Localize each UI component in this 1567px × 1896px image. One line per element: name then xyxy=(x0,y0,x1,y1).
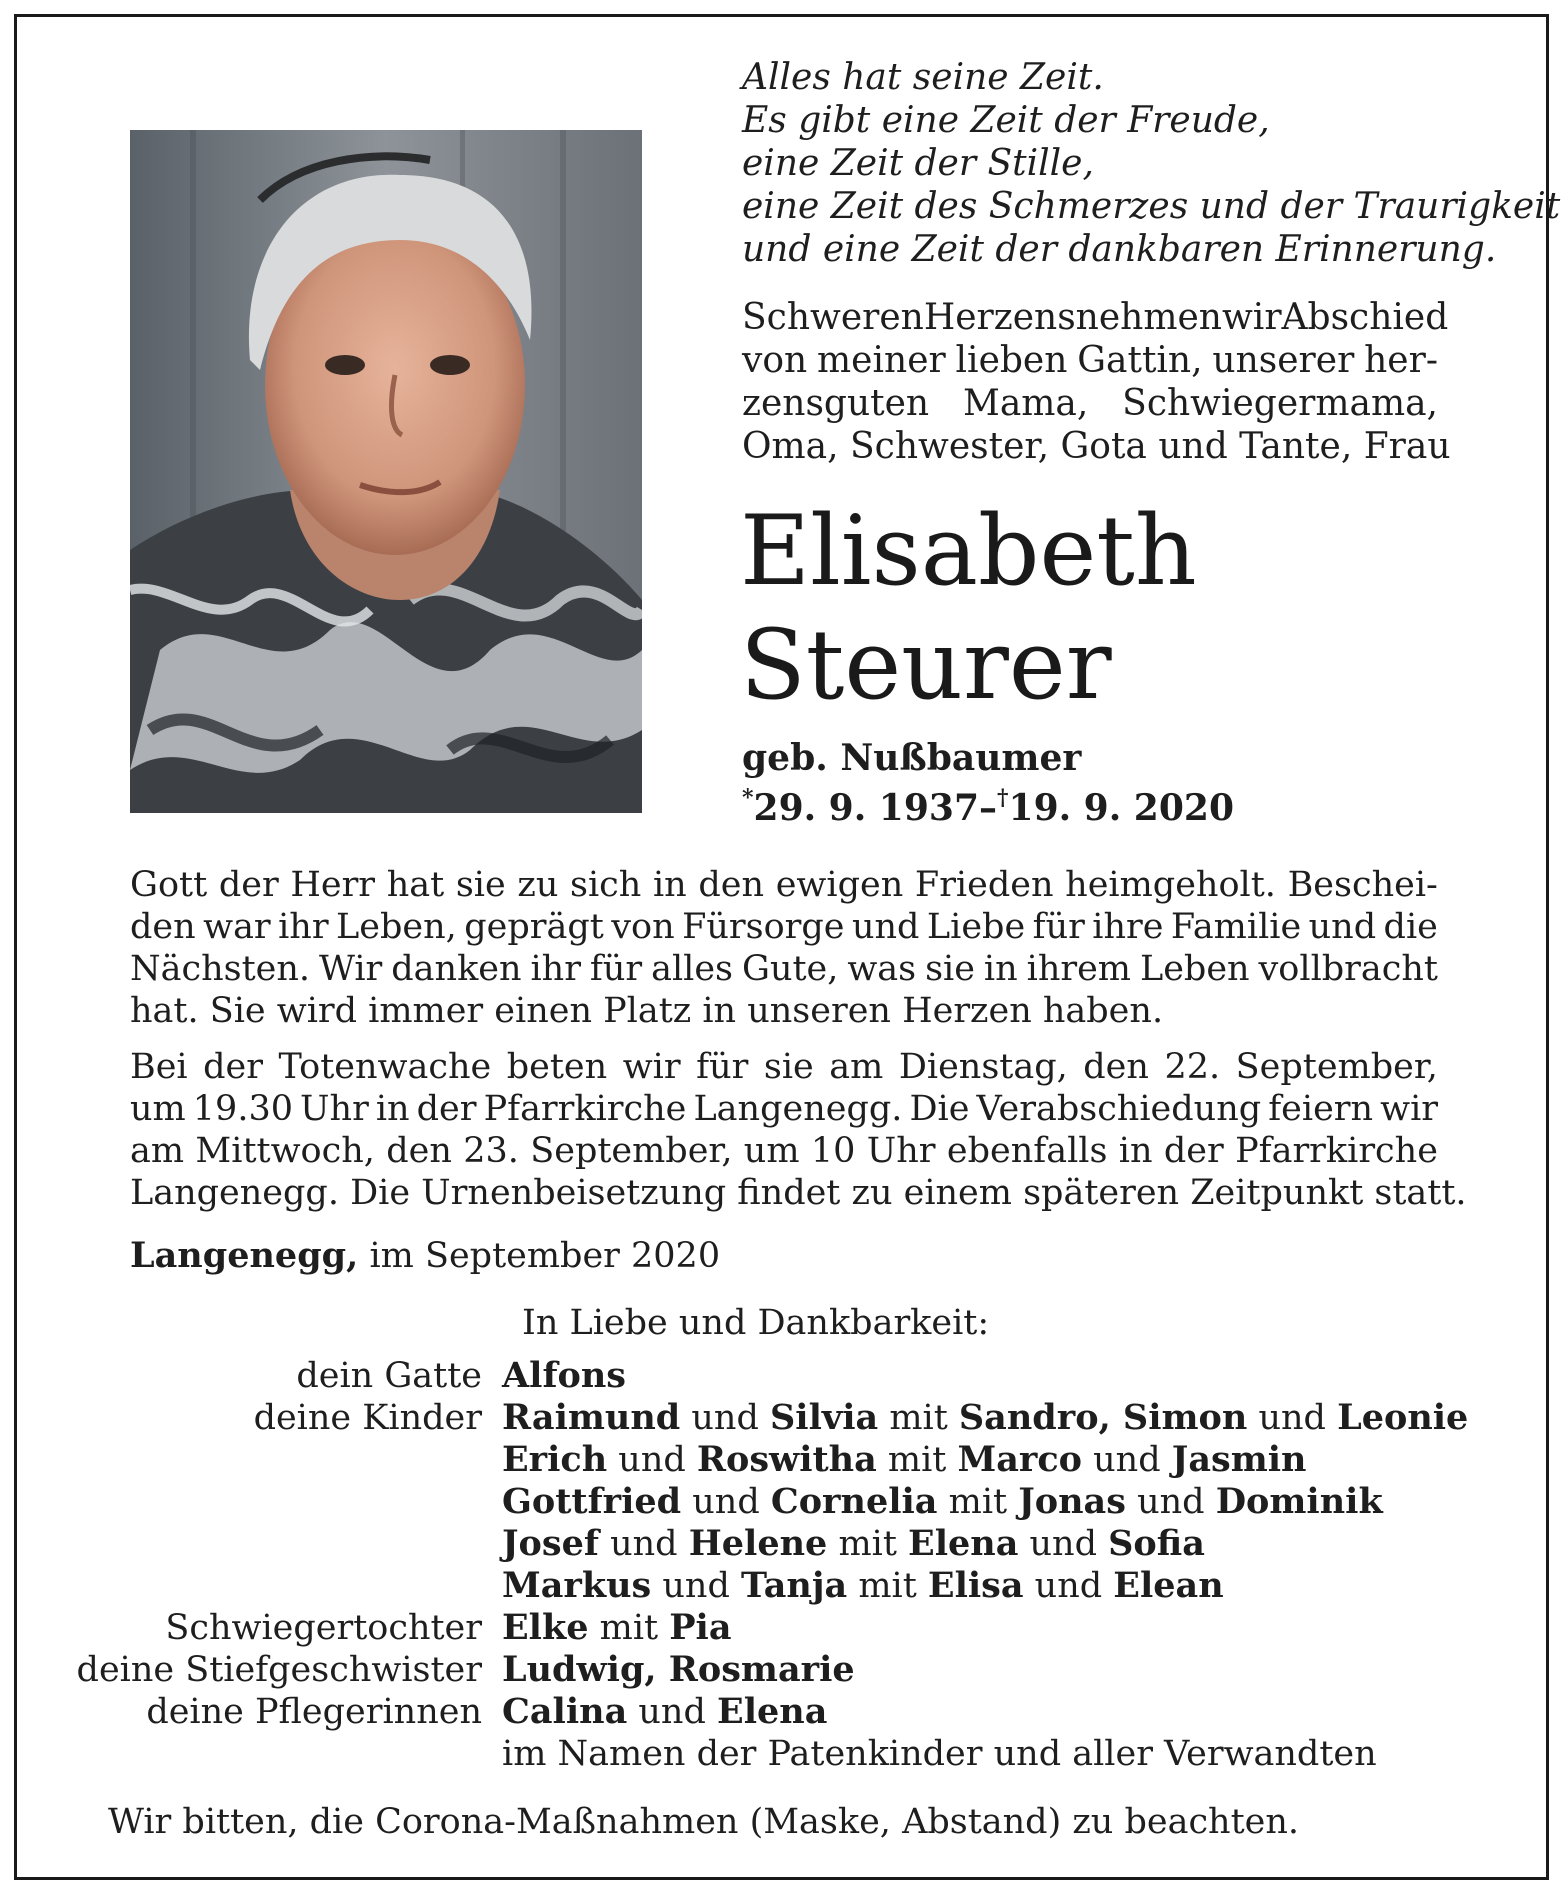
paragraph-word: für xyxy=(696,1047,749,1087)
poem-line: eine Zeit der Stille, xyxy=(742,143,1094,184)
paragraph-word: und xyxy=(1308,907,1377,947)
paragraph-word: zu xyxy=(517,865,559,905)
relative-name: Josef xyxy=(502,1523,599,1564)
paragraph-line xyxy=(130,1088,1438,1130)
birth-symbol: * xyxy=(742,785,754,811)
paragraph-word: in xyxy=(983,949,1018,989)
place-and-date xyxy=(130,1235,720,1277)
service-paragraph xyxy=(130,1046,1467,1214)
relative-name: Pia xyxy=(669,1607,732,1648)
paragraph-word: für xyxy=(589,949,643,989)
relative-name: Sandro, Simon xyxy=(958,1397,1248,1438)
portrait-image xyxy=(130,130,642,813)
connector-text: mit xyxy=(827,1524,909,1564)
paragraph-line xyxy=(130,1130,1438,1172)
deceased-name xyxy=(740,494,1197,722)
family-row xyxy=(60,1649,1468,1691)
family-row xyxy=(60,1439,1468,1481)
paragraph-word: was xyxy=(847,949,917,989)
thanks-heading: In Liebe und Dankbarkeit: xyxy=(522,1303,990,1343)
connector-text: mit xyxy=(878,1398,959,1438)
birth-name: geb. Nußbaumer xyxy=(742,737,1082,779)
paragraph-word: in xyxy=(652,865,687,905)
paragraph-word: beten xyxy=(506,1047,608,1087)
paragraph-word: Fürsorge xyxy=(682,907,845,947)
paragraph-word: Mittwoch, xyxy=(195,1131,375,1171)
paragraph-line xyxy=(130,948,1438,990)
paragraph-word: Dienstag, xyxy=(898,1047,1068,1087)
intro-line: Oma, Schwester, Gota und Tante, Frau xyxy=(742,426,1451,467)
paragraph-word: für xyxy=(1032,907,1085,947)
relation-label: Schwiegertochter xyxy=(165,1608,482,1648)
family-row xyxy=(60,1355,1468,1397)
birth-date: 29. 9. 1937 xyxy=(753,787,979,829)
paragraph-word: Liebe xyxy=(926,907,1026,947)
paragraph-word: ihre xyxy=(1092,907,1164,947)
paragraph-word: Langenegg. xyxy=(693,1089,903,1129)
intro-word: nehmen xyxy=(1075,297,1222,338)
life-dates xyxy=(742,779,1234,829)
relation-label: deine Kinder xyxy=(253,1398,482,1438)
relation-label: deine Pflegerinnen xyxy=(146,1692,482,1732)
paragraph-word: feiern xyxy=(1268,1089,1374,1129)
connector-text: und xyxy=(680,1398,771,1438)
relative-name: Calina xyxy=(502,1691,628,1732)
paragraph-word: 19.30 xyxy=(192,1089,293,1129)
relative-names xyxy=(502,1397,1468,1439)
intro-word: lieben xyxy=(955,340,1068,381)
relation-label xyxy=(60,1523,502,1565)
paragraph-word: ebenfalls xyxy=(946,1131,1108,1171)
connector-text: und xyxy=(1082,1440,1172,1480)
paragraph-line xyxy=(130,906,1438,948)
connector-text: und xyxy=(1023,1566,1114,1606)
paragraph-word: der xyxy=(1163,1131,1224,1171)
death-date: 19. 9. 2020 xyxy=(1008,787,1234,829)
intro-word: Schwiegermama, xyxy=(1122,383,1438,424)
paragraph-word: Wir xyxy=(319,949,383,989)
paragraph-word: Gott xyxy=(130,865,208,905)
paragraph-word: alles xyxy=(651,949,734,989)
paragraph-word: um xyxy=(743,1131,800,1171)
paragraph-word: den xyxy=(130,907,196,947)
relation-label: deine Stiefgeschwister xyxy=(76,1650,482,1690)
connector-text: mit xyxy=(937,1482,1019,1522)
relative-name: Elena xyxy=(717,1691,828,1732)
paragraph-word: geprägt xyxy=(464,907,604,947)
relative-name: Dominik xyxy=(1215,1481,1383,1522)
connector-text: und xyxy=(598,1524,689,1564)
date-separator: – xyxy=(979,787,997,829)
relative-names xyxy=(502,1523,1205,1565)
connector-text: und xyxy=(1125,1482,1216,1522)
relative-name: Silvia xyxy=(770,1397,879,1438)
paragraph-word: den xyxy=(386,1131,452,1171)
paragraph-word: den xyxy=(1083,1047,1149,1087)
relative-names xyxy=(502,1691,827,1733)
paragraph-word: vollbracht xyxy=(1258,949,1438,989)
intro-word: zensguten xyxy=(742,383,930,424)
paragraph-word: Die xyxy=(909,1089,970,1129)
paragraph-word: der xyxy=(416,1089,477,1129)
relation-label xyxy=(60,1439,502,1481)
paragraph-word: Bei xyxy=(130,1047,188,1087)
paragraph-word: Verabschiedung xyxy=(976,1089,1262,1129)
relative-name: Elean xyxy=(1113,1565,1224,1606)
paragraph-word: um xyxy=(130,1089,186,1129)
family-list xyxy=(60,1355,1468,1775)
paragraph-word: September, xyxy=(530,1131,733,1171)
paragraph-word: 22. xyxy=(1164,1047,1221,1087)
paragraph-word: in xyxy=(1118,1131,1153,1171)
paragraph-word: Pfarrkirche xyxy=(483,1089,687,1129)
obituary-paragraph xyxy=(130,864,1438,1032)
relative-name: Erich xyxy=(502,1439,608,1480)
paragraph-word: Uhr xyxy=(866,1131,936,1171)
intro-word: Mama, xyxy=(962,383,1089,424)
connector-text: und xyxy=(651,1566,742,1606)
intro-word: Gattin, xyxy=(1077,340,1203,381)
paragraph-word: sie xyxy=(455,865,506,905)
connector-text: mit xyxy=(847,1566,928,1606)
paragraph-word: den xyxy=(698,865,765,905)
place-date: im September 2020 xyxy=(369,1236,721,1276)
family-row xyxy=(60,1607,1468,1649)
family-row xyxy=(60,1481,1468,1523)
relative-names xyxy=(502,1481,1383,1523)
paragraph-word: am xyxy=(130,1131,185,1171)
intro-word: von xyxy=(742,340,808,381)
poem-line: Alles hat seine Zeit. xyxy=(742,57,1104,98)
relation-label: dein Gatte xyxy=(296,1356,482,1396)
poem-line: Es gibt eine Zeit der Freude, xyxy=(742,100,1270,141)
relative-name: Leonie xyxy=(1337,1397,1469,1438)
paragraph-word: hat xyxy=(386,865,445,905)
family-row xyxy=(60,1565,1468,1607)
paragraph-line: Langenegg. Die Urnenbeisetzung findet zu einem späteren Zeitpunkt statt. xyxy=(130,1173,1467,1213)
paragraph-word: Leben xyxy=(1139,949,1250,989)
relative-name: Tanja xyxy=(741,1565,848,1606)
relation-label xyxy=(60,1565,502,1607)
paragraph-word: Totenwache xyxy=(278,1047,492,1087)
relative-name: Cornelia xyxy=(770,1481,938,1522)
relative-name: Elke xyxy=(502,1607,589,1648)
paragraph-word: danken xyxy=(391,949,522,989)
intro-word: Herzens xyxy=(923,297,1076,338)
paragraph-word: sich xyxy=(570,865,642,905)
paragraph-word: Beschei- xyxy=(1287,865,1438,905)
paragraph-word: der xyxy=(203,1047,264,1087)
relative-names xyxy=(502,1733,1377,1775)
paragraph-word: ihr xyxy=(530,949,581,989)
family-row xyxy=(60,1523,1468,1565)
paragraph-word: war xyxy=(203,907,271,947)
relative-name: Alfons xyxy=(502,1355,627,1396)
connector-text: mit xyxy=(876,1440,958,1480)
poem-line: und eine Zeit der dankbaren Erinnerung. xyxy=(742,229,1497,270)
paragraph-word: ihrem xyxy=(1026,949,1131,989)
paragraph-word: Frieden xyxy=(914,865,1054,905)
farewell-intro xyxy=(742,296,1451,468)
connector-text: und xyxy=(1247,1398,1338,1438)
paragraph-word: Leben, xyxy=(336,907,457,947)
paragraph-word: 10 xyxy=(810,1131,856,1171)
paragraph-word: Gute, xyxy=(741,949,839,989)
family-row xyxy=(60,1691,1468,1733)
paragraph-word: Pfarrkirche xyxy=(1235,1131,1438,1171)
intro-line xyxy=(742,382,1438,425)
relative-name: Roswitha xyxy=(696,1439,877,1480)
relative-name: Markus xyxy=(502,1565,652,1606)
relative-names xyxy=(502,1355,626,1397)
relative-name: Marco xyxy=(957,1439,1083,1480)
covid-note: Wir bitten, die Corona-Maßnahmen (Maske, Abstand) zu beachten. xyxy=(108,1802,1300,1842)
intro-word: meiner xyxy=(817,340,946,381)
connector-text: und xyxy=(627,1692,718,1732)
paragraph-word: sie xyxy=(925,949,975,989)
paragraph-line xyxy=(130,1046,1438,1088)
paragraph-word: heimgeholt. xyxy=(1065,865,1276,905)
intro-word: Abschied xyxy=(1281,297,1449,338)
connector-text: mit xyxy=(588,1608,670,1648)
paragraph-word: der xyxy=(218,865,279,905)
relative-name: Jonas xyxy=(1018,1481,1126,1522)
relative-name: Sofia xyxy=(1108,1523,1205,1564)
relative-names xyxy=(502,1607,732,1649)
paragraph-word: von xyxy=(611,907,675,947)
relation-label xyxy=(60,1733,502,1775)
paragraph-line: hat. Sie wird immer einen Platz in unseren Herzen haben. xyxy=(130,991,1164,1031)
connector-text: im Namen der Patenkinder und aller Verwandten xyxy=(502,1734,1377,1774)
family-row xyxy=(60,1397,1468,1439)
relative-name: Elena xyxy=(908,1523,1019,1564)
paragraph-word: Herr xyxy=(290,865,376,905)
portrait-photo xyxy=(130,130,642,813)
paragraph-word: Nächsten. xyxy=(130,949,311,989)
poem-line: eine Zeit des Schmerzes und der Traurigkeit xyxy=(742,186,1561,227)
paragraph-word: wir xyxy=(622,1047,681,1087)
intro-word: wir xyxy=(1221,297,1282,338)
death-symbol: † xyxy=(997,785,1009,811)
relative-name: Raimund xyxy=(502,1397,681,1438)
paragraph-word: sie xyxy=(763,1047,814,1087)
intro-word: her- xyxy=(1364,340,1438,381)
intro-line xyxy=(742,296,1449,339)
paragraph-word: wir xyxy=(1380,1089,1438,1129)
first-name: Elisabeth xyxy=(740,495,1197,607)
intro-line xyxy=(742,339,1438,382)
relation-label xyxy=(60,1481,502,1523)
paragraph-word: und xyxy=(851,907,920,947)
family-row xyxy=(60,1733,1468,1775)
relative-name: Ludwig, Rosmarie xyxy=(502,1649,855,1690)
paragraph-word: September, xyxy=(1235,1047,1438,1087)
relative-name: Helene xyxy=(688,1523,828,1564)
paragraph-word: ewigen xyxy=(775,865,904,905)
relative-name: Gottfried xyxy=(502,1481,682,1522)
relative-name: Jasmin xyxy=(1171,1439,1307,1480)
paragraph-word: die xyxy=(1383,907,1438,947)
paragraph-word: Familie xyxy=(1170,907,1302,947)
paragraph-word: ihr xyxy=(278,907,329,947)
intro-word: Schweren xyxy=(742,297,924,338)
paragraph-word: am xyxy=(829,1047,884,1087)
paragraph-line xyxy=(130,864,1438,906)
relative-name: Elisa xyxy=(927,1565,1024,1606)
intro-word: unserer xyxy=(1212,340,1355,381)
relative-names xyxy=(502,1565,1224,1607)
last-name: Steurer xyxy=(740,609,1112,721)
paragraph-word: in xyxy=(375,1089,410,1129)
place-town: Langenegg, xyxy=(130,1235,359,1276)
paragraph-word: 23. xyxy=(463,1131,519,1171)
connector-text: und xyxy=(607,1440,697,1480)
connector-text: und xyxy=(1018,1524,1109,1564)
connector-text: und xyxy=(681,1482,771,1522)
poem xyxy=(742,56,1560,271)
relative-names xyxy=(502,1649,855,1691)
relative-names xyxy=(502,1439,1307,1481)
paragraph-word: Uhr xyxy=(300,1089,369,1129)
